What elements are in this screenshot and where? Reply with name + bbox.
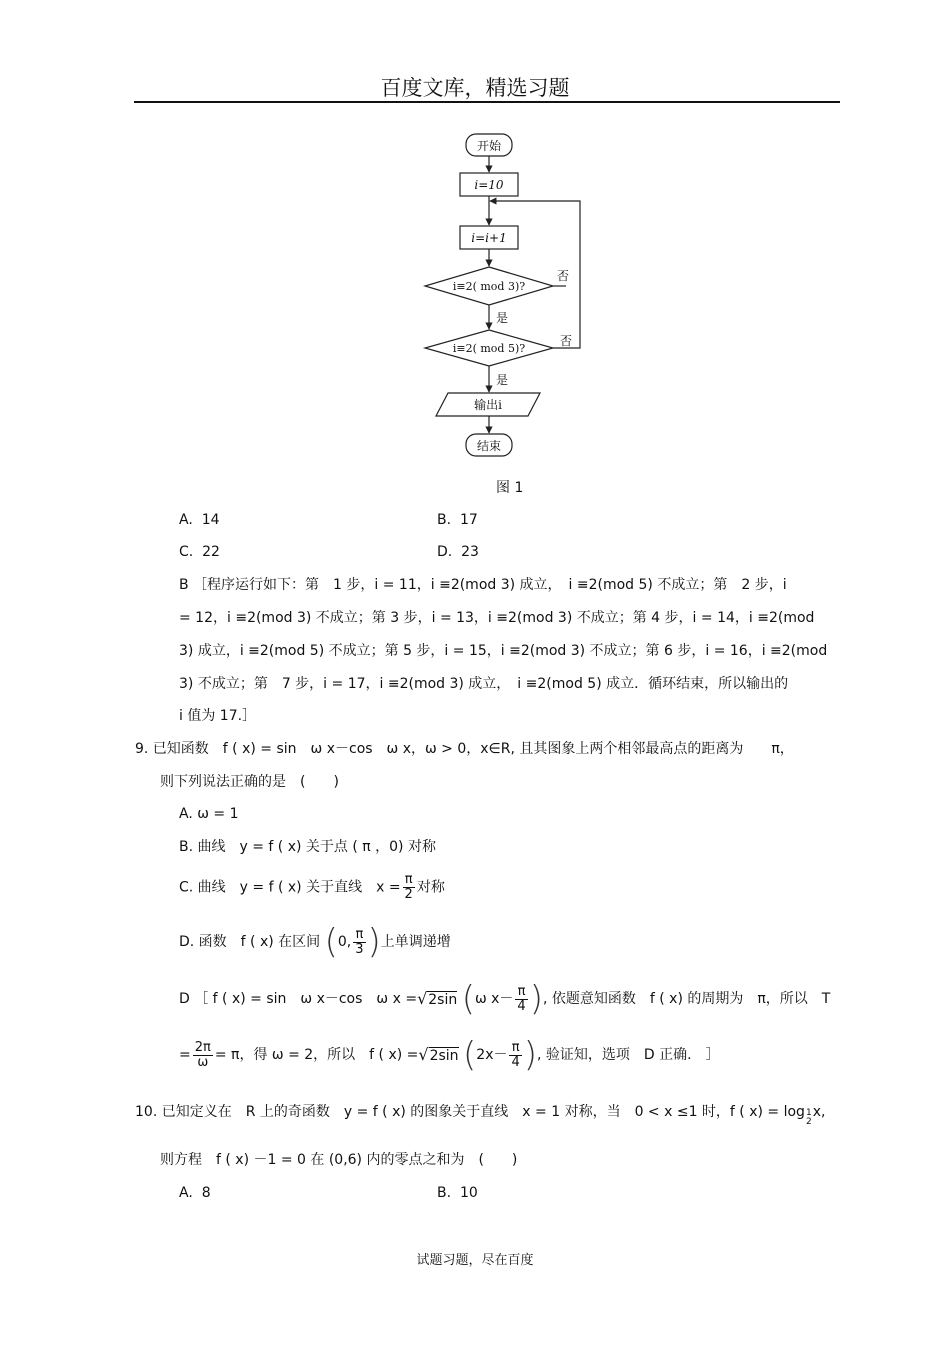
log-base: 1 2: [805, 1108, 812, 1127]
sqrt-sign: √: [418, 1045, 429, 1064]
output-label: 输出i: [474, 398, 502, 412]
end-label: 结束: [476, 439, 502, 453]
q8-solution-line-1: B ［程序运行如下：第 1 步，i = 11，i ≡2(mod 3) 成立， i ≡2(mod 5) 不成立；第 2 步，i: [179, 577, 787, 593]
header-rule: [134, 101, 840, 103]
q10-option-b: B. 10: [437, 1185, 478, 1201]
left-paren: (: [324, 922, 338, 962]
fraction-pi-over-3: $\frac{\pi}{3}$: [355, 926, 364, 957]
q10-stem-line-2: 则方程 f ( x) －1 = 0 在 (0,6) 内的零点之和为 ( ): [160, 1152, 518, 1168]
q8-solution-line-5: i 值为 17.］: [179, 708, 257, 724]
yes-label-1: 是: [495, 311, 509, 325]
q9-solution-line-2: = $\frac{2\pi}{\omega}$ = π，得 ω = 2，所以 f ( x) =√2sin (2x－ $\frac{\pi}{4}$ ), 验证知，选项 D 正确. ］: [179, 1035, 720, 1075]
q9-solution-line-1: D ［ f ( x) = sin ω x－cos ω x =√2sin (ω x－ $\frac{\pi}{4}$ ), 依题意知函数 f ( x) 的周期为 π，所以 T: [179, 979, 831, 1019]
cond1-label: i≡2( mod 3)?: [452, 280, 526, 293]
q8-option-b: B. 17: [437, 512, 478, 528]
q9-stem-line-2: 则下列说法正确的是 ( ): [160, 774, 339, 790]
q9-option-a: A. ω = 1: [179, 806, 239, 822]
page-header-title: 百度文库，精选习题: [380, 76, 570, 100]
fraction-pi-over-4: $\frac{\pi}{4}$: [517, 983, 526, 1014]
fraction-pi-over-4: $\frac{\pi}{4}$: [511, 1039, 520, 1070]
increment-label: i=i+1: [471, 231, 507, 245]
right-paren: ): [523, 1035, 538, 1075]
figure-caption: 图 1: [496, 480, 524, 496]
fraction-2pi-over-omega: $\frac{2\pi}{\omega}$: [194, 1039, 211, 1070]
page-footer: 试题习题，尽在百度: [416, 1253, 534, 1268]
cond2-label: i≡2( mod 5)?: [452, 342, 526, 355]
q8-solution-line-3: 3) 成立，i ≡2(mod 5) 不成立；第 5 步，i = 15，i ≡2(mod 3) 不成立；第 6 步，i = 16，i ≡2(mod: [179, 643, 828, 659]
start-label: 开始: [476, 139, 502, 153]
q8-solution-line-4: 3) 不成立；第 7 步，i = 17，i ≡2(mod 3) 成立， i ≡2(mod 5) 成立．循环结束，所以输出的: [179, 676, 789, 692]
q8-option-c: C. 22: [179, 544, 220, 560]
q8-option-d: D. 23: [437, 544, 479, 560]
q9-stem-line-1: 9. 已知函数 f ( x) = sin ω x－cos ω x，ω > 0，x∈R, 且其图象上两个相邻最高点的距离为 π，: [135, 741, 794, 757]
right-paren: ): [529, 979, 543, 1019]
q8-option-a: A. 14: [179, 512, 220, 528]
left-paren: (: [461, 979, 475, 1019]
fraction-pi-over-2: $\frac{\pi}{2}$: [404, 872, 413, 902]
q9-option-c: C. 曲线 y = f ( x) 关于直线 x = $\frac{\pi}{2}$ 对称: [179, 872, 445, 902]
flowchart: [420, 125, 600, 470]
right-paren: ): [367, 922, 381, 962]
left-paren: (: [463, 1035, 477, 1075]
no-label-2: 否: [559, 334, 573, 348]
init-label: i=10: [474, 178, 504, 192]
q9-option-b: B. 曲线 y = f ( x) 关于点 ( π ，0) 对称: [179, 839, 436, 855]
no-label-1: 否: [556, 269, 570, 283]
q10-stem-line-1: 10. 已知定义在 R 上的奇函数 y = f ( x) 的图象关于直线 x = 1 对称，当 0 < x ≤1 时，f ( x) = log 1 2 x,: [135, 1104, 826, 1127]
sqrt-sign: √: [417, 989, 428, 1008]
q10-option-a: A. 8: [179, 1185, 211, 1201]
q9-option-d: D. 函数 f ( x) 在区间 (0, $\frac{\pi}{3}$ )上单调递增: [179, 922, 451, 962]
q8-solution-line-2: = 12，i ≡2(mod 3) 不成立；第 3 步，i = 13，i ≡2(mod 3) 不成立；第 4 步，i = 14，i ≡2(mod: [179, 610, 815, 626]
yes-label-2: 是: [495, 373, 509, 387]
